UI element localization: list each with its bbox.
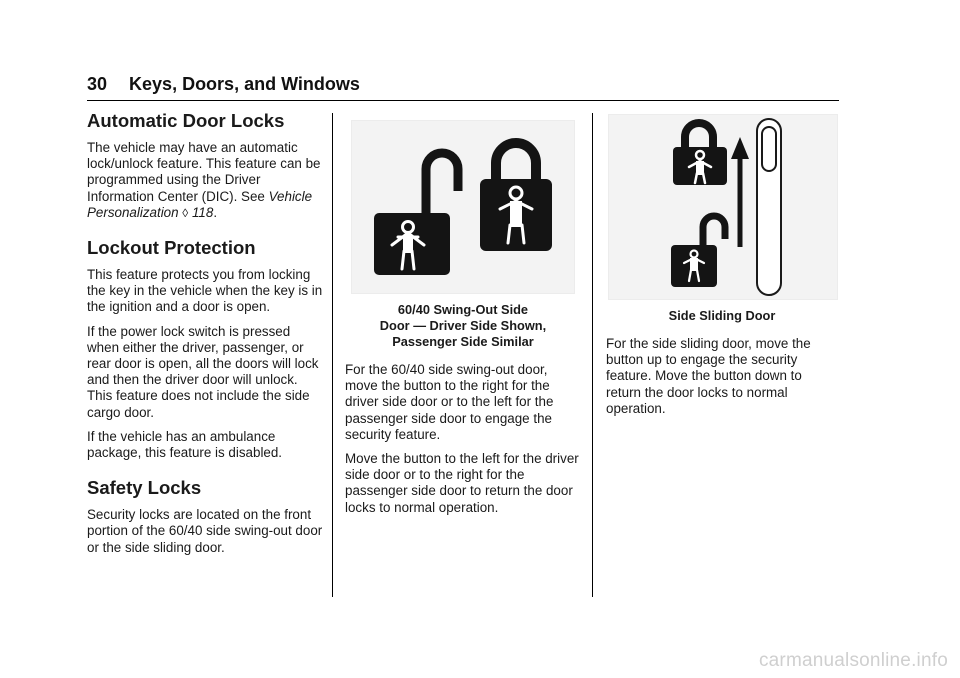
- paragraph-swing-out-2: Move the button to the left for the driver side door or to the right for the passenger side door to return the door locks to normal operation.: [345, 451, 579, 515]
- heading-automatic-door-locks: Automatic Door Locks: [87, 110, 285, 131]
- column-divider-right: [592, 113, 593, 597]
- paragraph-text: The vehicle may have an automatic lock/unlock feature. This feature can be programmed using the Driver Information Center (DIC). See: [87, 140, 321, 204]
- section-title: Keys, Doors, and Windows: [129, 74, 360, 94]
- heading-lockout-protection: Lockout Protection: [87, 237, 256, 259]
- locked-padlock-icon: [673, 123, 727, 185]
- cross-reference-icon: ◊: [182, 205, 189, 220]
- figure-swing-out-door: [351, 120, 575, 294]
- paragraph-safety-locks: Security locks are located on the front portion of the 60/40 side swing-out door or the side sliding door.: [87, 507, 323, 555]
- watermark: carmanualsonline.info: [758, 650, 948, 671]
- sentence-end: .: [213, 204, 218, 220]
- locked-padlock-icon: [480, 143, 552, 251]
- paragraph-lockout-2: If the power lock switch is pressed when either the driver, passenger, or rear door is open, all the doors will lock and then the driver door will unlock. This feature does not include the side cargo door.: [87, 323, 319, 420]
- paragraph-lockout-1: This feature protects you from locking the key in the vehicle when the key is in the ignition and a door is open.: [87, 267, 323, 315]
- paragraph-automatic-door-locks: [87, 140, 323, 221]
- page-number: 30: [87, 74, 108, 94]
- slider-button-icon: [757, 119, 781, 295]
- paragraph-swing-out-1: For the 60/40 side swing-out door, move the button to the right for the driver side door or to the left for the passenger side door to engage the security feature.: [345, 362, 554, 442]
- figure-caption-side-sliding: Side Sliding Door: [668, 308, 776, 323]
- figure-side-sliding-door: [608, 114, 838, 300]
- column-3: [606, 110, 838, 425]
- cross-reference-link[interactable]: Vehicle Personalization: [87, 188, 313, 220]
- cross-reference-page[interactable]: 118: [191, 204, 214, 220]
- column-divider-left: [332, 113, 333, 597]
- swing-out-door-lock-illustration: [352, 121, 574, 293]
- figure-caption-swing-out: [345, 302, 581, 350]
- side-sliding-door-lock-illustration: [609, 115, 837, 299]
- column-1: [87, 110, 323, 564]
- column-2: [345, 110, 581, 524]
- header-rule: [87, 100, 839, 101]
- caption-line-3: Passenger Side Similar: [392, 334, 534, 349]
- paragraph-lockout-3: If the vehicle has an ambulance package, this feature is disabled.: [87, 428, 283, 461]
- heading-safety-locks: Safety Locks: [87, 477, 202, 499]
- unlocked-padlock-icon: [374, 153, 458, 275]
- page-header: [87, 74, 839, 94]
- paragraph-side-sliding: For the side sliding door, move the button up to engage the security feature. Move the button down to return the door locks to normal operation.: [606, 336, 811, 416]
- caption-line-2: Door — Driver Side Shown,: [379, 318, 547, 333]
- caption-line-1: 60/40 Swing-Out Side: [397, 302, 529, 317]
- arrow-up-icon: [731, 137, 749, 247]
- unlocked-padlock-icon: [671, 216, 725, 287]
